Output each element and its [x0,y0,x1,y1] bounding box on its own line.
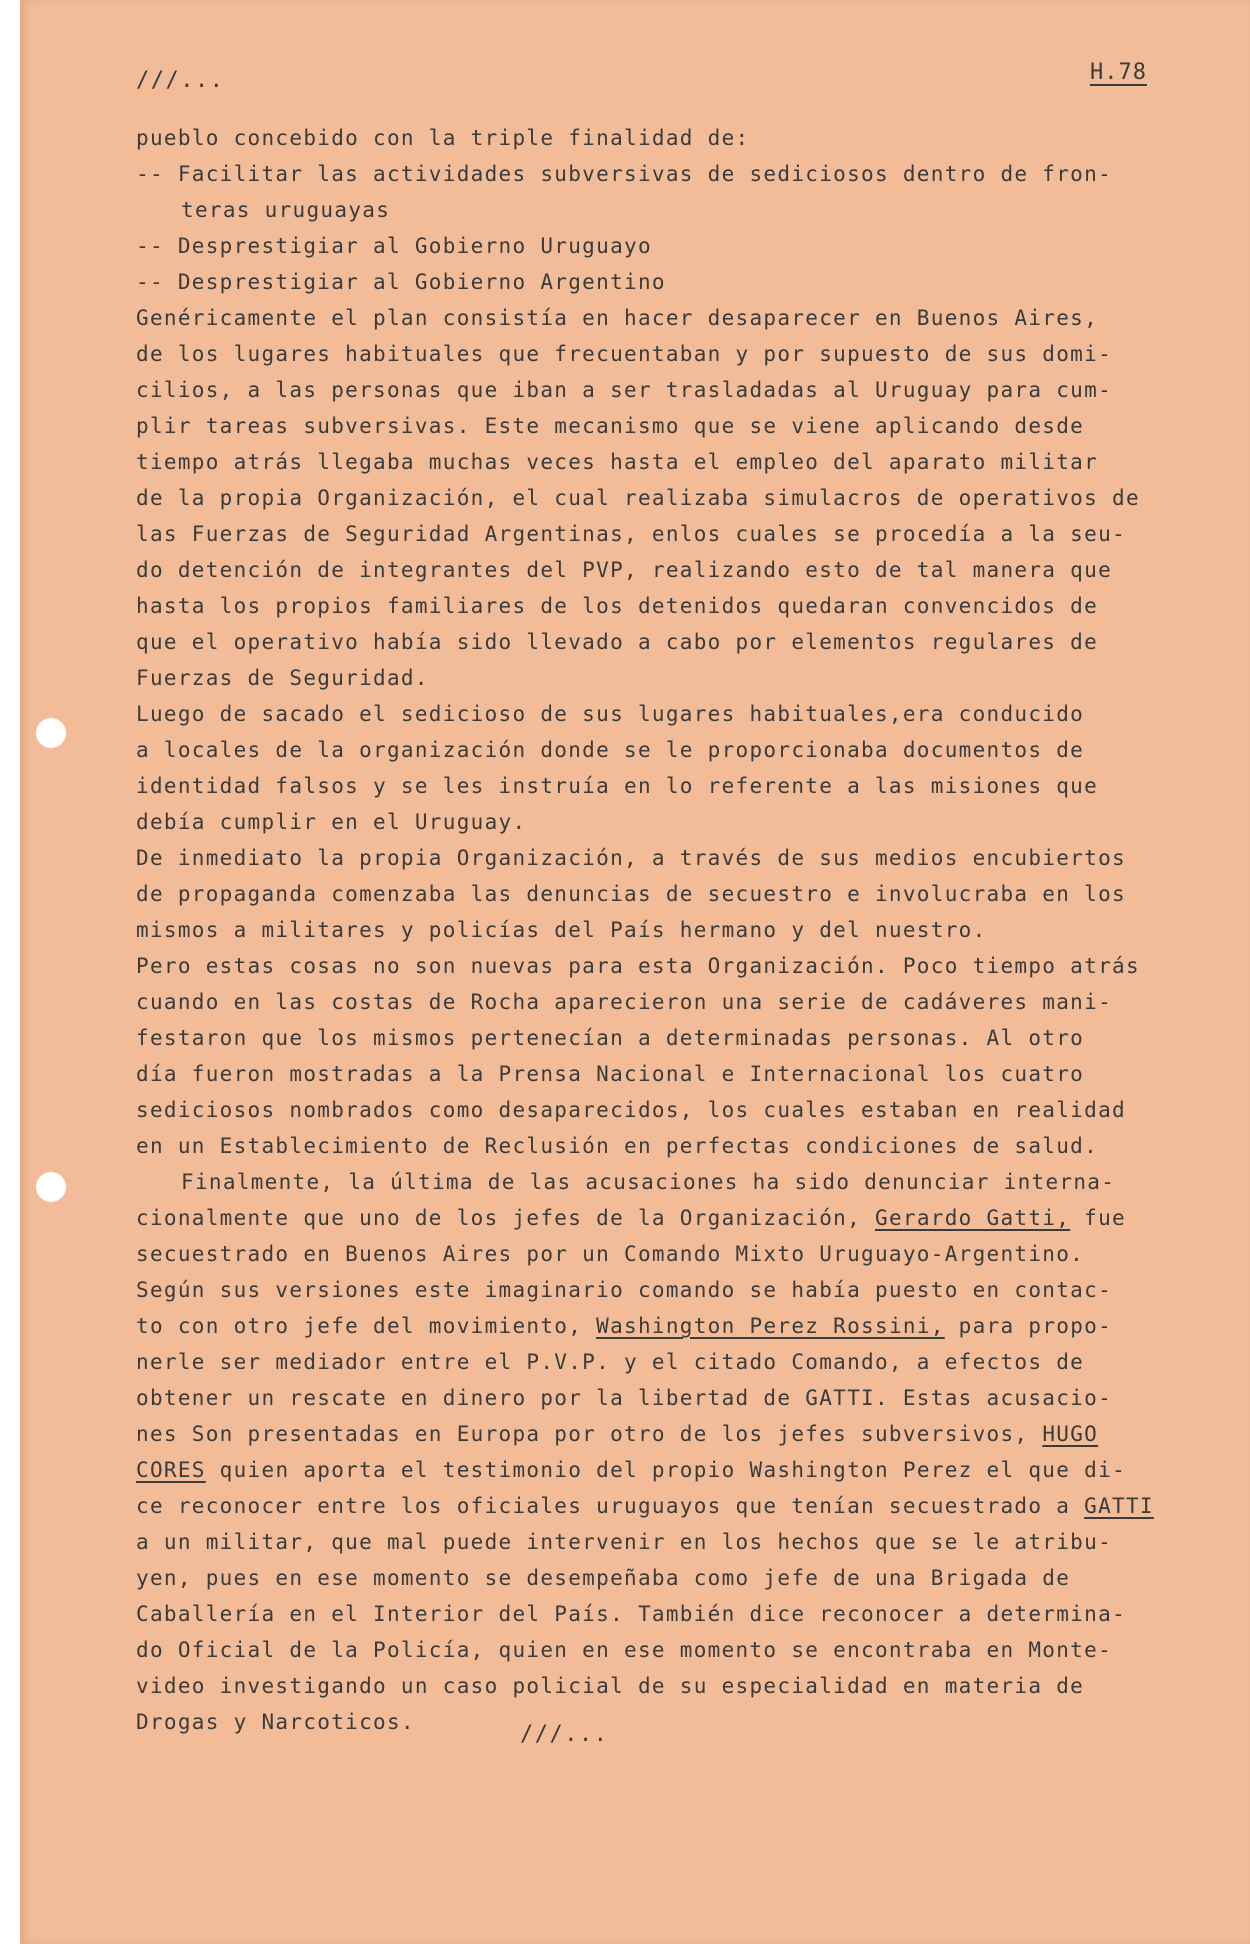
text-line: De inmediato la propia Organización, a través de sus medios encubiertos [136,846,1126,870]
text-line: yen, pues en ese momento se desempeñaba como jefe de una Brigada de [136,1566,1071,1590]
text-line: Caballería en el Interior del País. También dice reconocer a determina- [136,1602,1126,1626]
continuation-mark-top: ///... [136,68,225,93]
text-line: -- Facilitar las actividades subversivas de sediciosos dentro de fron- [136,162,1113,186]
text-line: Pero estas cosas no son nuevas para esta Organización. Poco tiempo atrás [136,954,1140,978]
page-number: H.78 [1090,60,1147,85]
text-line: que el operativo había sido llevado a cabo por elementos regulares de [136,630,1099,654]
text-line: las Fuerzas de Seguridad Argentinas, enlos cuales se procedía a la seu- [136,522,1126,546]
text-line: obtener un rescate en dinero por la libertad de GATTI. Estas acusacio- [136,1386,1113,1410]
text-line: Drogas y Narcoticos. [136,1710,415,1734]
text-segment: cionalmente que uno de los jefes de la Organización, [136,1206,862,1230]
text-line [136,1416,1098,1452]
text-line: Genéricamente el plan consistía en hacer desaparecer en Buenos Aires, [136,306,1099,330]
text-line [136,1488,1154,1524]
underlined-name: GATTI [1084,1494,1154,1518]
text-segment: to con otro jefe del movimiento, [136,1314,583,1338]
continuation-mark-bottom: ///... [520,1722,609,1747]
text-segment: para propo- [958,1314,1113,1338]
text-line: a un militar, que mal puede intervenir en los hechos que se le atribu- [136,1530,1113,1554]
text-segment: ce reconocer entre los oficiales uruguayos que tenían secuestrado a [136,1494,1071,1518]
binder-hole-bottom [36,1172,66,1202]
text-line: debía cumplir en el Uruguay. [136,810,527,834]
text-line: día fueron mostradas a la Prensa Nacional e Internacional los cuatro [136,1062,1085,1086]
text-line [136,1200,1126,1236]
underlined-name: CORES [136,1458,206,1482]
text-line: -- Desprestigiar al Gobierno Uruguayo [136,234,652,258]
text-line: Finalmente, la última de las acusaciones ha sido denunciar interna- [181,1170,1116,1194]
text-line [136,1452,1126,1488]
text-line: cuando en las costas de Rocha aparecieron una serie de cadáveres mani- [136,990,1113,1014]
text-line: a locales de la organización donde se le proporcionaba documentos de [136,738,1085,762]
text-segment: fue [1084,1206,1126,1230]
text-line: -- Desprestigiar al Gobierno Argentino [136,270,666,294]
text-line: nerle ser mediador entre el P.V.P. y el citado Comando, a efectos de [136,1350,1085,1374]
text-line: de propaganda comenzaba las denuncias de secuestro e involucraba en los [136,882,1126,906]
text-segment: nes Son presentadas en Europa por otro de los jefes subversivos, [136,1422,1029,1446]
text-line: tiempo atrás llegaba muchas veces hasta el empleo del aparato militar [136,450,1099,474]
text-line: de los lugares habituales que frecuentaban y por supuesto de sus domi- [136,342,1113,366]
text-line: hasta los propios familiares de los detenidos quedaran convencidos de [136,594,1099,618]
text-line: sediciosos nombrados como desaparecidos, los cuales estaban en realidad [136,1098,1126,1122]
text-line: Según sus versiones este imaginario comando se había puesto en contac- [136,1278,1113,1302]
text-line: Luego de sacado el sedicioso de sus lugares habituales,era conducido [136,702,1085,726]
text-line: cilios, a las personas que iban a ser trasladadas al Uruguay para cum- [136,378,1113,402]
text-line: do detención de integrantes del PVP, realizando esto de tal manera que [136,558,1113,582]
text-line: teras uruguayas [181,198,391,222]
text-line: plir tareas subversivas. Este mecanismo que se viene aplicando desde [136,414,1085,438]
text-line: festaron que los mismos pertenecían a determinadas personas. Al otro [136,1026,1085,1050]
underlined-name: HUGO [1042,1422,1099,1446]
text-line: do Oficial de la Policía, quien en ese momento se encontraba en Monte- [136,1638,1113,1662]
text-line: video investigando un caso policial de su especialidad en materia de [136,1674,1085,1698]
underlined-name: Washington Perez Rossini, [596,1314,945,1338]
text-line [136,1308,1112,1344]
text-line: mismos a militares y policías del País hermano y del nuestro. [136,918,987,942]
text-segment: quien aporta el testimonio del propio Washington Perez el que di- [219,1458,1126,1482]
document-page [20,0,1250,1944]
text-line: secuestrado en Buenos Aires por un Comando Mixto Uruguayo-Argentino. [136,1242,1085,1266]
text-line: pueblo concebido con la triple finalidad de: [136,126,750,150]
text-line: en un Establecimiento de Reclusión en perfectas condiciones de salud. [136,1134,1099,1158]
text-line: identidad falsos y se les instruía en lo referente a las misiones que [136,774,1099,798]
binder-hole-top [36,718,66,748]
text-line: de la propia Organización, el cual realizaba simulacros de operativos de [136,486,1140,510]
text-line: Fuerzas de Seguridad. [136,666,429,690]
underlined-name: Gerardo Gatti, [875,1206,1071,1230]
